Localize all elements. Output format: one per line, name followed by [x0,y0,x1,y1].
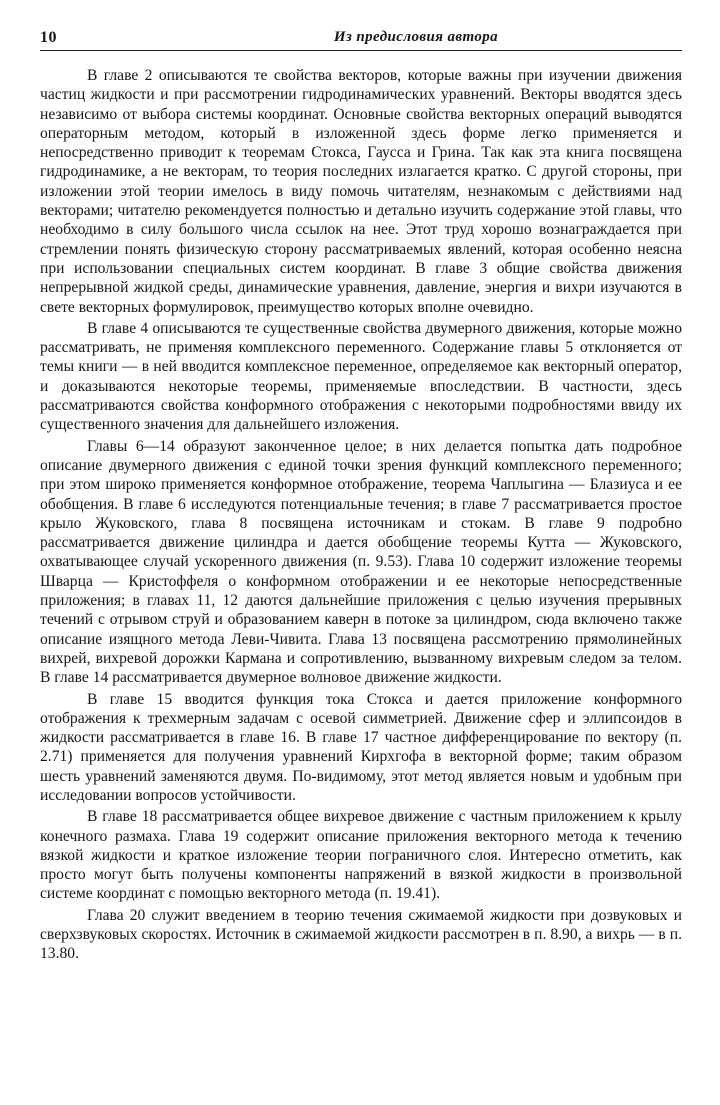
running-head: Из предисловия автора [333,29,499,45]
page-header [40,28,682,51]
paragraph: В главе 2 описываются те свойства векторов, которые важны при изучении движения частиц жидкости и при рассмотрении гидродинамических уравнений. Векторы вводятся здесь независимо от выбора системы координат. Основные свойства векторных операций выводятся операторным методом, который в изложенной здесь форме легко применяется и непосредственно приводит к теоремам Стокса, Гаусса и Грина. Так как эта книга посвящена гидродинамике, а не векторам, то теория последних излагается кратко. С другой стороны, при изложении этой теории имелось в виду помочь читателям, незнакомым с действиями над векторами; читателю рекомендуется полностью и детально изучить содержание этой главы, что необходимо в силу большого числа ссылок на нее. Этот труд хорошо вознаграждается при стремлении понять физическую сторону рассматриваемых явлений, которая особенно неясна при использовании специальных систем координат. В главе 3 общие свойства движения непрерывной жидкой среды, динамические уравнения, давление, энергия и вихри изучаются в свете векторных формулировок, преимущество которых вполне очевидно. [40,67,682,316]
paragraph: В главе 18 рассматривается общее вихревое движение с частным приложением к крылу конечного размаха. Глава 19 содержит описание приложения векторного метода к течению вязкой жидкости и краткое изложение теории пограничного слоя. Интересно отметить, как просто могут быть получены компоненты напряжений в вязкой жидкости в произвольной системе координат с помощью векторного метода (п. 19.41). [40,808,682,903]
page-number: 10 [40,29,57,46]
paragraph: Главы 6—14 образуют законченное целое; в них делается попытка дать подробное описание двумерного движения с единой точки зрения функций комплексного переменного; при этом широко применяется конформное отображение, теорема Чаплыгина — Блазиуса и ее обобщения. В главе 6 исследуются потенциальные течения; в главе 7 рассматривается простое крыло Жуковского, глава 8 посвящена источникам и стокам. В главе 9 подробно рассматривается движение цилиндра и дается обобщение теоремы Кутта — Жуковского, охватывающее случай ускоренного движения (п. 9.53). Глава 10 содержит изложение теоремы Шварца — Кристоффеля о конформном отображении и ее некоторые непосредственные приложения; в главах 11, 12 даются дальнейшие приложения с целью изучения прерывных течений с отрывом струй и образованием каверн в потоке за цилиндром, сюда включено также описание изящного метода Леви-Чивита. Глава 13 посвящена рассмотрению прямолинейных вихрей, вихревой дорожки Кармана и сопротивлению, вызванному вихревым следом за телом. В главе 14 рассматривается двумерное волновое движение жидкости. [40,437,682,687]
paragraph: В главе 15 вводится функция тока Стокса и дается приложение конформного отображения к трехмерным задачам с осевой симметрией. Движение сфер и эллипсоидов в жидкости рассматривается в главе 16. В главе 17 частное дифференцирование по вектору (п. 2.71) применяется для получения уравнений Кирхгофа в векторной форме; таким образом шесть уравнений заменяются двумя. По-видимому, этот метод является новым и удобным при исследовании вопросов устойчивости. [40,690,682,804]
body-text [40,66,682,964]
paragraph: Глава 20 служит введением в теорию течения сжимаемой жидкости при дозвуковых и сверхзвуковых скоростях. Источник в сжимаемой жидкости рассмотрен в п. 8.90, а вихрь — в п. 13.80. [40,906,682,963]
paragraph: В главе 4 описываются те существенные свойства двумерного движения, которые можно рассматривать, не применяя комплексного переменного. Содержание главы 5 отклоняется от темы книги — в ней вводится комплексное переменное, определяемое как векторный оператор, и доказываются некоторые теоремы, применяемые впоследствии. В частности, здесь рассматриваются свойства конформного отображения с некоторыми подробностями ввиду их существенного значения для дальнейшего изложения. [40,319,682,434]
